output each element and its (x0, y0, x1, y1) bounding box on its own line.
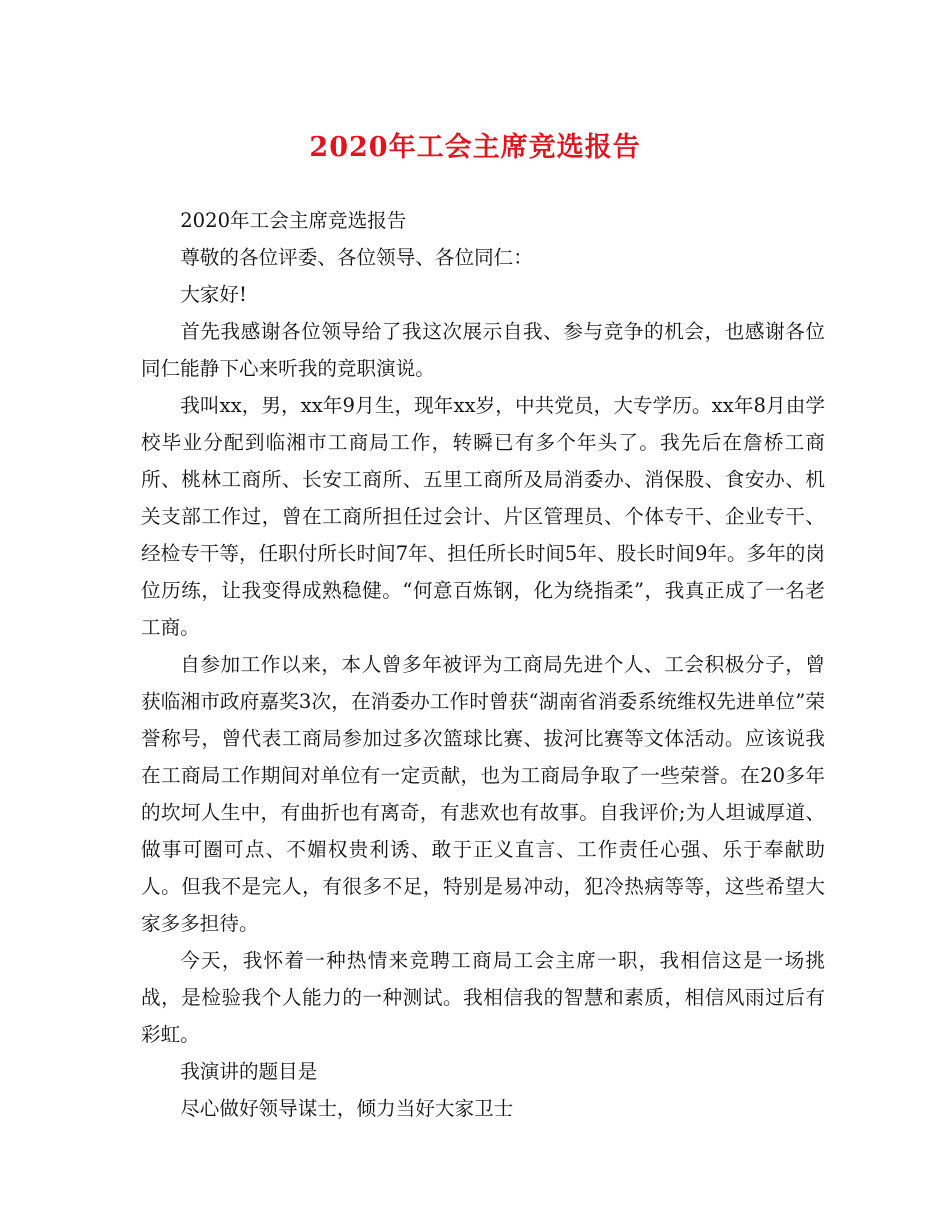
document-body (141, 202, 825, 1127)
paragraph-achievements: 自参加工作以来，本人曾多年被评为工商局先进个人、工会积极分子，曾获临湘市政府嘉奖3次，在消委办工作时曾获“湖南省消委系统维权先进单位”荣誉称号，曾代表工商局参加过多次篮球比赛、拔河比赛等文体活动。应该说我在工商局工作期间对单位有一定贡献，也为工商局争取了一些荣誉。在20多年的坎坷人生中，有曲折也有离奇，有悲欢也有故事。自我评价;为人坦诚厚道、做事可圈可点、不媚权贵利诱、敢于正义直言、工作责任心强、乐于奉献助人。但我不是完人，有很多不足，特别是易冲动，犯冷热病等等，这些希望大家多多担待。 (141, 653, 825, 935)
paragraph-speech-topic: 尽心做好领导谋士，倾力当好大家卫士 (180, 1097, 514, 1120)
paragraph-speech-topic-intro: 我演讲的题目是 (180, 1060, 318, 1083)
paragraph-self-introduction: 我叫xx，男，xx年9月生，现年xx岁，中共党员，大专学历。xx年8月由学校毕业分配到临湘市工商局工作，转瞬已有多个年头了。我先后在詹桥工商所、桃林工商所、长安工商所、五里工商所及局消委办、消保股、食安办、机关支部工作过，曾在工商所担任过会计、片区管理员、个体专干、企业专干、经检专干等，任职付所长时间7年、担任所长时间5年、股长时间9年。多年的岗位历练，让我变得成熟稳健。“何意百炼钢，化为绕指柔”，我真正成了一名老工商。 (141, 394, 825, 639)
paragraph-greeting: 大家好! (180, 283, 247, 306)
document-title: 2020年工会主席竞选报告 (309, 132, 641, 163)
paragraph-thanks: 首先我感谢各位领导给了我这次展示自我、参与竞争的机会，也感谢各位同仁能静下心来听我的竞职演说。 (141, 320, 825, 380)
paragraph-subtitle: 2020年工会主席竞选报告 (180, 209, 407, 232)
paragraph-motivation: 今天，我怀着一种热情来竞聘工商局工会主席一职，我相信这是一场挑战，是检验我个人能力的一种测试。我相信我的智慧和素质，相信风雨过后有彩虹。 (141, 949, 825, 1046)
paragraph-salutation: 尊敬的各位评委、各位领导、各位同仁： (180, 246, 533, 269)
